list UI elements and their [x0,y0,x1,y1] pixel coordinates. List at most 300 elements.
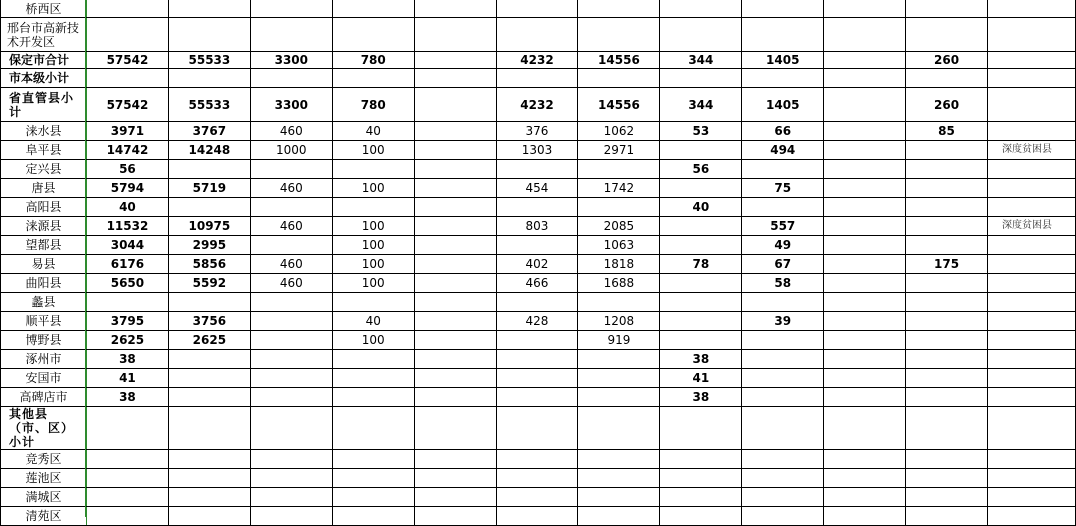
value-cell[interactable]: 100 [332,236,414,255]
value-cell[interactable]: 14556 [578,52,660,69]
value-cell[interactable] [824,236,906,255]
note-cell[interactable] [987,274,1075,293]
value-cell[interactable] [86,450,168,469]
value-cell[interactable] [496,369,578,388]
value-cell[interactable] [496,198,578,217]
value-cell[interactable] [86,469,168,488]
value-cell[interactable] [824,0,906,18]
value-cell[interactable]: 100 [332,255,414,274]
value-cell[interactable] [168,350,250,369]
value-cell[interactable] [660,179,742,198]
value-cell[interactable]: 38 [660,350,742,369]
value-cell[interactable]: 1303 [496,141,578,160]
value-cell[interactable] [86,18,168,52]
value-cell[interactable] [660,217,742,236]
value-cell[interactable] [496,388,578,407]
value-cell[interactable] [250,69,332,88]
value-cell[interactable] [168,160,250,179]
value-cell[interactable]: 2971 [578,141,660,160]
value-cell[interactable]: 3795 [86,312,168,331]
value-cell[interactable]: 38 [86,388,168,407]
value-cell[interactable] [660,469,742,488]
value-cell[interactable]: 11532 [86,217,168,236]
value-cell[interactable] [332,407,414,450]
value-cell[interactable]: 780 [332,88,414,122]
value-cell[interactable] [250,450,332,469]
value-cell[interactable] [414,350,496,369]
value-cell[interactable]: 40 [332,312,414,331]
value-cell[interactable] [332,350,414,369]
value-cell[interactable] [742,198,824,217]
value-cell[interactable] [496,69,578,88]
note-cell[interactable] [987,312,1075,331]
row-label-cell[interactable]: 曲阳县 [1,274,87,293]
value-cell[interactable] [742,160,824,179]
value-cell[interactable] [414,369,496,388]
note-cell[interactable] [987,350,1075,369]
row-label-cell[interactable]: 高阳县 [1,198,87,217]
value-cell[interactable]: 67 [742,255,824,274]
note-cell[interactable] [987,236,1075,255]
value-cell[interactable]: 5650 [86,274,168,293]
value-cell[interactable] [742,350,824,369]
row-label-cell[interactable]: 满城区 [1,488,87,507]
note-cell[interactable] [987,160,1075,179]
value-cell[interactable] [168,198,250,217]
value-cell[interactable] [660,312,742,331]
value-cell[interactable] [414,407,496,450]
value-cell[interactable] [168,450,250,469]
value-cell[interactable] [824,179,906,198]
value-cell[interactable] [250,350,332,369]
value-cell[interactable]: 40 [86,198,168,217]
value-cell[interactable]: 55533 [168,88,250,122]
row-label-cell[interactable]: 唐县 [1,179,87,198]
value-cell[interactable] [824,488,906,507]
note-cell[interactable] [987,388,1075,407]
value-cell[interactable]: 100 [332,274,414,293]
value-cell[interactable] [906,450,988,469]
value-cell[interactable] [742,507,824,526]
value-cell[interactable] [742,407,824,450]
value-cell[interactable] [168,469,250,488]
value-cell[interactable]: 260 [906,88,988,122]
value-cell[interactable] [496,350,578,369]
value-cell[interactable]: 2085 [578,217,660,236]
value-cell[interactable] [742,293,824,312]
value-cell[interactable]: 39 [742,312,824,331]
value-cell[interactable]: 2625 [168,331,250,350]
value-cell[interactable] [906,160,988,179]
note-cell[interactable] [987,198,1075,217]
value-cell[interactable] [578,18,660,52]
value-cell[interactable] [332,293,414,312]
value-cell[interactable]: 1742 [578,179,660,198]
value-cell[interactable]: 1405 [742,52,824,69]
row-label-cell[interactable]: 桥西区 [1,0,87,18]
value-cell[interactable]: 344 [660,52,742,69]
note-cell[interactable] [987,507,1075,526]
value-cell[interactable]: 1000 [250,141,332,160]
value-cell[interactable] [906,217,988,236]
value-cell[interactable]: 100 [332,179,414,198]
row-label-cell[interactable]: 保定市合计 [1,52,87,69]
value-cell[interactable] [906,236,988,255]
value-cell[interactable] [168,69,250,88]
value-cell[interactable]: 494 [742,141,824,160]
value-cell[interactable]: 1688 [578,274,660,293]
value-cell[interactable] [250,469,332,488]
row-label-cell[interactable]: 其他县（市、区）小计 [1,407,87,450]
value-cell[interactable] [660,141,742,160]
value-cell[interactable]: 1063 [578,236,660,255]
value-cell[interactable] [824,52,906,69]
row-label-cell[interactable]: 顺平县 [1,312,87,331]
row-label-cell[interactable]: 涞水县 [1,122,87,141]
row-label-cell[interactable]: 竞秀区 [1,450,87,469]
value-cell[interactable] [578,160,660,179]
value-cell[interactable] [414,255,496,274]
value-cell[interactable] [250,236,332,255]
value-cell[interactable]: 5856 [168,255,250,274]
value-cell[interactable] [414,488,496,507]
value-cell[interactable] [906,331,988,350]
note-cell[interactable] [987,369,1075,388]
value-cell[interactable] [660,331,742,350]
note-cell[interactable] [987,69,1075,88]
row-label-cell[interactable]: 定兴县 [1,160,87,179]
value-cell[interactable] [414,217,496,236]
value-cell[interactable] [168,388,250,407]
row-label-cell[interactable]: 望都县 [1,236,87,255]
value-cell[interactable] [496,236,578,255]
value-cell[interactable] [414,469,496,488]
value-cell[interactable] [496,407,578,450]
value-cell[interactable]: 49 [742,236,824,255]
value-cell[interactable]: 66 [742,122,824,141]
value-cell[interactable]: 3767 [168,122,250,141]
value-cell[interactable] [414,88,496,122]
value-cell[interactable] [332,198,414,217]
value-cell[interactable]: 2995 [168,236,250,255]
note-cell[interactable] [987,52,1075,69]
value-cell[interactable] [906,274,988,293]
value-cell[interactable] [578,198,660,217]
value-cell[interactable] [824,88,906,122]
value-cell[interactable] [824,217,906,236]
value-cell[interactable] [742,18,824,52]
value-cell[interactable] [414,179,496,198]
value-cell[interactable] [578,293,660,312]
value-cell[interactable] [824,274,906,293]
value-cell[interactable]: 3971 [86,122,168,141]
value-cell[interactable] [578,388,660,407]
value-cell[interactable]: 460 [250,122,332,141]
value-cell[interactable] [824,18,906,52]
value-cell[interactable]: 56 [660,160,742,179]
value-cell[interactable]: 100 [332,141,414,160]
value-cell[interactable] [496,469,578,488]
value-cell[interactable] [906,179,988,198]
value-cell[interactable] [578,507,660,526]
value-cell[interactable] [414,388,496,407]
value-cell[interactable]: 38 [86,350,168,369]
value-cell[interactable] [578,350,660,369]
value-cell[interactable]: 1062 [578,122,660,141]
value-cell[interactable]: 75 [742,179,824,198]
value-cell[interactable] [824,350,906,369]
value-cell[interactable] [824,331,906,350]
value-cell[interactable] [86,0,168,18]
value-cell[interactable]: 3300 [250,88,332,122]
value-cell[interactable] [496,293,578,312]
value-cell[interactable] [250,198,332,217]
value-cell[interactable]: 40 [660,198,742,217]
note-cell[interactable] [987,179,1075,198]
value-cell[interactable] [824,141,906,160]
value-cell[interactable]: 55533 [168,52,250,69]
row-label-cell[interactable]: 省直管县小计 [1,88,87,122]
value-cell[interactable]: 1818 [578,255,660,274]
note-cell[interactable] [987,88,1075,122]
value-cell[interactable] [496,488,578,507]
value-cell[interactable]: 460 [250,274,332,293]
value-cell[interactable]: 803 [496,217,578,236]
value-cell[interactable] [906,312,988,331]
value-cell[interactable] [414,274,496,293]
value-cell[interactable]: 57542 [86,52,168,69]
value-cell[interactable] [414,507,496,526]
row-label-cell[interactable]: 博野县 [1,331,87,350]
note-cell[interactable] [987,407,1075,450]
value-cell[interactable]: 40 [332,122,414,141]
value-cell[interactable]: 428 [496,312,578,331]
value-cell[interactable] [660,407,742,450]
value-cell[interactable] [414,141,496,160]
value-cell[interactable] [906,350,988,369]
value-cell[interactable] [660,18,742,52]
value-cell[interactable] [906,369,988,388]
value-cell[interactable] [906,388,988,407]
row-label-cell[interactable]: 蠡县 [1,293,87,312]
value-cell[interactable]: 1208 [578,312,660,331]
row-label-cell[interactable]: 莲池区 [1,469,87,488]
value-cell[interactable] [742,450,824,469]
value-cell[interactable] [414,69,496,88]
value-cell[interactable]: 53 [660,122,742,141]
value-cell[interactable] [742,0,824,18]
note-cell[interactable] [987,293,1075,312]
value-cell[interactable] [86,69,168,88]
value-cell[interactable] [824,255,906,274]
value-cell[interactable]: 78 [660,255,742,274]
value-cell[interactable] [496,331,578,350]
value-cell[interactable]: 41 [86,369,168,388]
value-cell[interactable] [332,18,414,52]
value-cell[interactable]: 14248 [168,141,250,160]
value-cell[interactable] [250,312,332,331]
value-cell[interactable] [906,488,988,507]
value-cell[interactable] [906,69,988,88]
value-cell[interactable] [414,450,496,469]
value-cell[interactable] [906,507,988,526]
value-cell[interactable] [414,293,496,312]
value-cell[interactable] [332,488,414,507]
value-cell[interactable] [250,388,332,407]
value-cell[interactable] [742,469,824,488]
value-cell[interactable] [660,507,742,526]
value-cell[interactable] [742,331,824,350]
value-cell[interactable]: 56 [86,160,168,179]
note-cell[interactable] [987,450,1075,469]
value-cell[interactable] [824,388,906,407]
value-cell[interactable] [824,507,906,526]
value-cell[interactable]: 460 [250,179,332,198]
value-cell[interactable]: 5719 [168,179,250,198]
value-cell[interactable] [660,274,742,293]
value-cell[interactable] [660,236,742,255]
value-cell[interactable] [250,369,332,388]
row-label-cell[interactable]: 涿州市 [1,350,87,369]
value-cell[interactable] [906,0,988,18]
value-cell[interactable] [824,293,906,312]
value-cell[interactable]: 402 [496,255,578,274]
value-cell[interactable] [660,0,742,18]
value-cell[interactable]: 3044 [86,236,168,255]
value-cell[interactable] [332,369,414,388]
row-label-cell[interactable]: 市本级小计 [1,69,87,88]
note-cell[interactable]: 深度贫困县 [987,141,1075,160]
value-cell[interactable] [414,52,496,69]
value-cell[interactable] [414,198,496,217]
value-cell[interactable] [414,160,496,179]
value-cell[interactable] [824,69,906,88]
row-label-cell[interactable]: 清苑区 [1,507,87,526]
value-cell[interactable] [824,369,906,388]
value-cell[interactable] [660,69,742,88]
value-cell[interactable] [250,331,332,350]
value-cell[interactable] [742,69,824,88]
value-cell[interactable] [332,388,414,407]
value-cell[interactable]: 57542 [86,88,168,122]
value-cell[interactable] [824,407,906,450]
value-cell[interactable]: 5794 [86,179,168,198]
value-cell[interactable] [824,160,906,179]
value-cell[interactable]: 557 [742,217,824,236]
value-cell[interactable] [660,293,742,312]
value-cell[interactable]: 3756 [168,312,250,331]
value-cell[interactable] [824,469,906,488]
value-cell[interactable] [250,0,332,18]
value-cell[interactable]: 1405 [742,88,824,122]
value-cell[interactable] [414,122,496,141]
value-cell[interactable] [168,407,250,450]
value-cell[interactable]: 100 [332,331,414,350]
value-cell[interactable] [496,160,578,179]
note-cell[interactable] [987,255,1075,274]
value-cell[interactable] [824,450,906,469]
value-cell[interactable] [496,450,578,469]
value-cell[interactable]: 376 [496,122,578,141]
value-cell[interactable] [332,69,414,88]
value-cell[interactable]: 780 [332,52,414,69]
value-cell[interactable]: 919 [578,331,660,350]
value-cell[interactable] [660,450,742,469]
value-cell[interactable] [414,0,496,18]
value-cell[interactable] [578,0,660,18]
value-cell[interactable] [496,18,578,52]
value-cell[interactable]: 260 [906,52,988,69]
value-cell[interactable] [742,369,824,388]
value-cell[interactable] [906,469,988,488]
row-label-cell[interactable]: 阜平县 [1,141,87,160]
row-label-cell[interactable]: 邢台市高新技术开发区 [1,18,87,52]
value-cell[interactable] [906,293,988,312]
note-cell[interactable] [987,122,1075,141]
value-cell[interactable] [250,160,332,179]
value-cell[interactable]: 85 [906,122,988,141]
value-cell[interactable] [250,407,332,450]
value-cell[interactable] [824,122,906,141]
value-cell[interactable] [86,407,168,450]
value-cell[interactable]: 58 [742,274,824,293]
value-cell[interactable]: 6176 [86,255,168,274]
value-cell[interactable] [578,450,660,469]
value-cell[interactable] [578,407,660,450]
value-cell[interactable]: 100 [332,217,414,236]
value-cell[interactable] [742,488,824,507]
value-cell[interactable]: 4232 [496,88,578,122]
value-cell[interactable]: 454 [496,179,578,198]
value-cell[interactable] [414,331,496,350]
value-cell[interactable] [496,0,578,18]
value-cell[interactable]: 466 [496,274,578,293]
value-cell[interactable]: 460 [250,217,332,236]
value-cell[interactable] [86,507,168,526]
value-cell[interactable] [86,293,168,312]
value-cell[interactable] [660,488,742,507]
value-cell[interactable]: 175 [906,255,988,274]
value-cell[interactable]: 5592 [168,274,250,293]
value-cell[interactable] [414,312,496,331]
value-cell[interactable] [250,293,332,312]
value-cell[interactable]: 10975 [168,217,250,236]
value-cell[interactable] [250,507,332,526]
value-cell[interactable] [906,198,988,217]
value-cell[interactable] [578,369,660,388]
value-cell[interactable] [332,507,414,526]
value-cell[interactable] [250,488,332,507]
note-cell[interactable] [987,488,1075,507]
row-label-cell[interactable]: 涞源县 [1,217,87,236]
value-cell[interactable] [332,450,414,469]
value-cell[interactable]: 460 [250,255,332,274]
value-cell[interactable]: 3300 [250,52,332,69]
value-cell[interactable] [906,141,988,160]
value-cell[interactable]: 4232 [496,52,578,69]
value-cell[interactable] [496,507,578,526]
value-cell[interactable]: 14556 [578,88,660,122]
value-cell[interactable] [906,18,988,52]
value-cell[interactable] [168,369,250,388]
value-cell[interactable] [824,198,906,217]
row-label-cell[interactable]: 高碑店市 [1,388,87,407]
value-cell[interactable] [906,407,988,450]
note-cell[interactable] [987,469,1075,488]
value-cell[interactable] [332,160,414,179]
value-cell[interactable]: 14742 [86,141,168,160]
value-cell[interactable]: 344 [660,88,742,122]
